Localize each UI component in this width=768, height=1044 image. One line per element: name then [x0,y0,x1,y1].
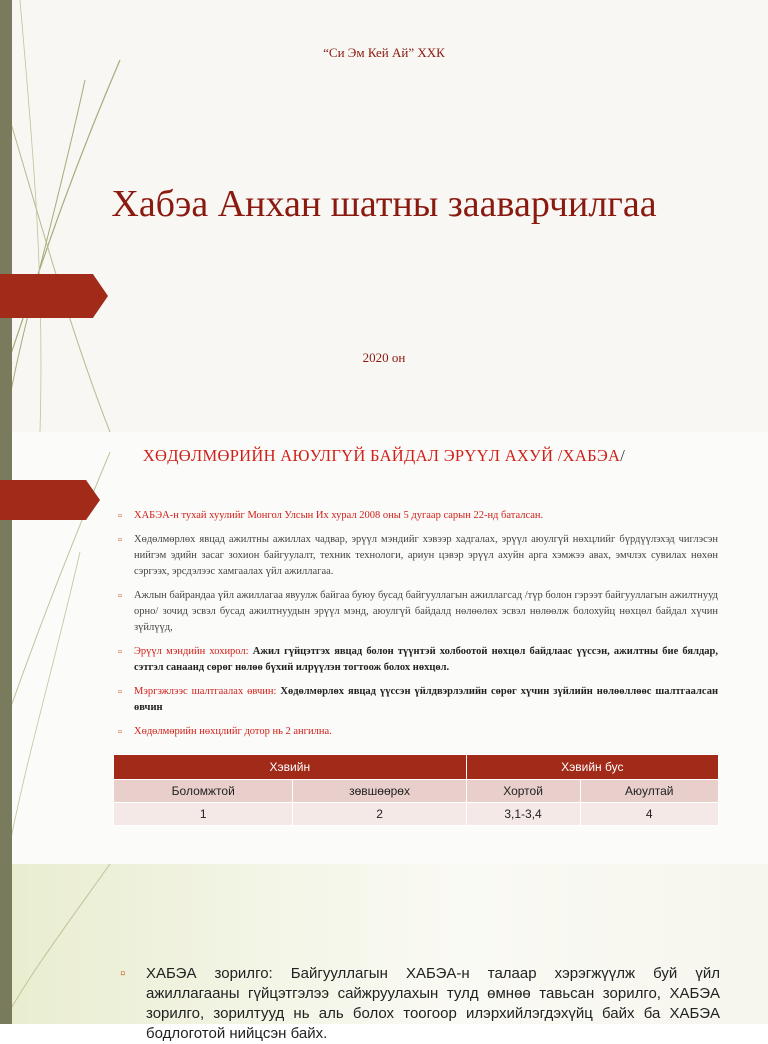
content-slide [0,432,768,864]
bullet-arrow-icon: ▫ [118,590,122,602]
accent-arrow [0,274,108,318]
left-sidebar-bar [0,864,12,1024]
bullet-arrow-icon: ▫ [118,646,122,658]
year-label: 2020 он [362,350,406,365]
list-item-text: ХАБЭА зорилго: Байгууллагын ХАБЭА-н талаар хэрэгжүүлж буй үйл ажиллагааны гүйцэтгэлээ сайжруулахын тулд өмнөө тавьсан зорилго, ХАБЭА зорилго, зорилтууд нь аль болох тоогоор илэрхийлэгдэхүйц байх ба ХАБЭА бодлоготой нийцсэн байх. [146,965,720,1042]
company-name: “Си Эм Кей Ай” ХХК [323,45,445,60]
table-cell: Аюултай [580,780,718,803]
heading-slash: / [620,446,626,465]
bullet-arrow-icon: ▫ [120,965,126,982]
table-row [114,780,719,803]
list-item [118,532,718,580]
table-cell: Хортой [466,780,580,803]
table-row [114,803,719,826]
table-cell: 2 [293,803,466,826]
bullet-arrow-icon: ▫ [118,510,122,522]
bullet-arrow-icon: ▫ [118,726,122,738]
list-item [118,588,718,636]
list-item-label: Эрүүл мэндийн хохирол: [134,646,249,657]
page-title: Хабэа Анхан шатны зааварчилгаа [111,183,657,225]
accent-arrow [0,480,100,520]
title-slide [0,0,768,432]
conditions-table [113,754,719,826]
table-cell: 3,1-3,4 [466,803,580,826]
section-heading [0,446,768,466]
list-item [118,684,718,716]
content-slide-3 [0,864,768,1042]
heading-text: ХӨДӨЛМӨРИЙН АЮУЛГҮЙ БАЙДАЛ ЭРҮҮЛ АХУЙ /ХАБЭА [142,446,621,465]
table-header: Хэвийн бус [466,755,718,780]
list-item [120,964,720,1044]
list-item-label: Мэргэжлээс шалтгаалах өвчин: [134,686,277,697]
list-item-text: Ажил гүйцэтгэх явцад болон түүнтэй холбоотой нөхцөл байдлаас үүссэн, ажилтны бие бялдар, сэтгэл санаанд сөрөг нөлөө бүхий илрүүлэн тогтоож болох нөхцөл. [134,646,719,673]
decorative-lines [0,864,140,1024]
bullet-list [120,964,720,1044]
list-item-text: Хөдөлмөрлөх явцад үүссэн үйлдвэрлэлийн сөрөг хүчин зүйлийн нөлөөллөөс шалтгаалсан өвчин [134,686,718,713]
list-item [118,724,718,740]
bullet-arrow-icon: ▫ [118,686,122,698]
list-item [118,508,718,524]
list-item-text: Ажлын байрандаа үйл ажиллагаа явуулж байгаа буюу бусад байгууллагын ажиллагсад /түр болон гэрээт байгууллагын ажилтнууд орно/ зочид эсвэл бусад ажилтнуудын эрүүл мэнд, аюулгүй байдалд нөлөөлөх эсвэл нөлөөлж болохуйц нөхцөл байдал хүчин зүйлүүд, [134,590,718,633]
table-cell: зөвшөөрөх [293,780,466,803]
list-item-text: Хөдөлмөрийн нөхцлийг дотор нь 2 ангилна. [134,726,332,737]
list-item-text: Хөдөлмөрлөх явцад ажилтны ажиллах чадвар, эрүүл мэндийг хэвээр хадгалах, эрүүл аюулгүй нөхцлийг бүрдүүлэхэд чиглэсэн нийгэм эдийн засаг зохион байгуулалт, техник технологи, ариун цэвэр эрүүл ахуйн арга хэмжээ авах, эмчлэх сувилах нөхөн сэргээх, эрсдэлээс хамгаалах үйл ажиллагаа. [134,534,718,577]
table-cell: 4 [580,803,718,826]
table-cell: Боломжтой [114,780,293,803]
list-item [118,644,718,676]
list-item-text: ХАБЭА-н тухай хуулийг Монгол Улсын Их хурал 2008 оны 5 дугаар сарын 22-нд баталсан. [134,510,544,521]
table-cell: 1 [114,803,293,826]
table-header: Хэвийн [114,755,467,780]
bullet-arrow-icon: ▫ [118,534,122,546]
bullet-list [118,508,718,748]
